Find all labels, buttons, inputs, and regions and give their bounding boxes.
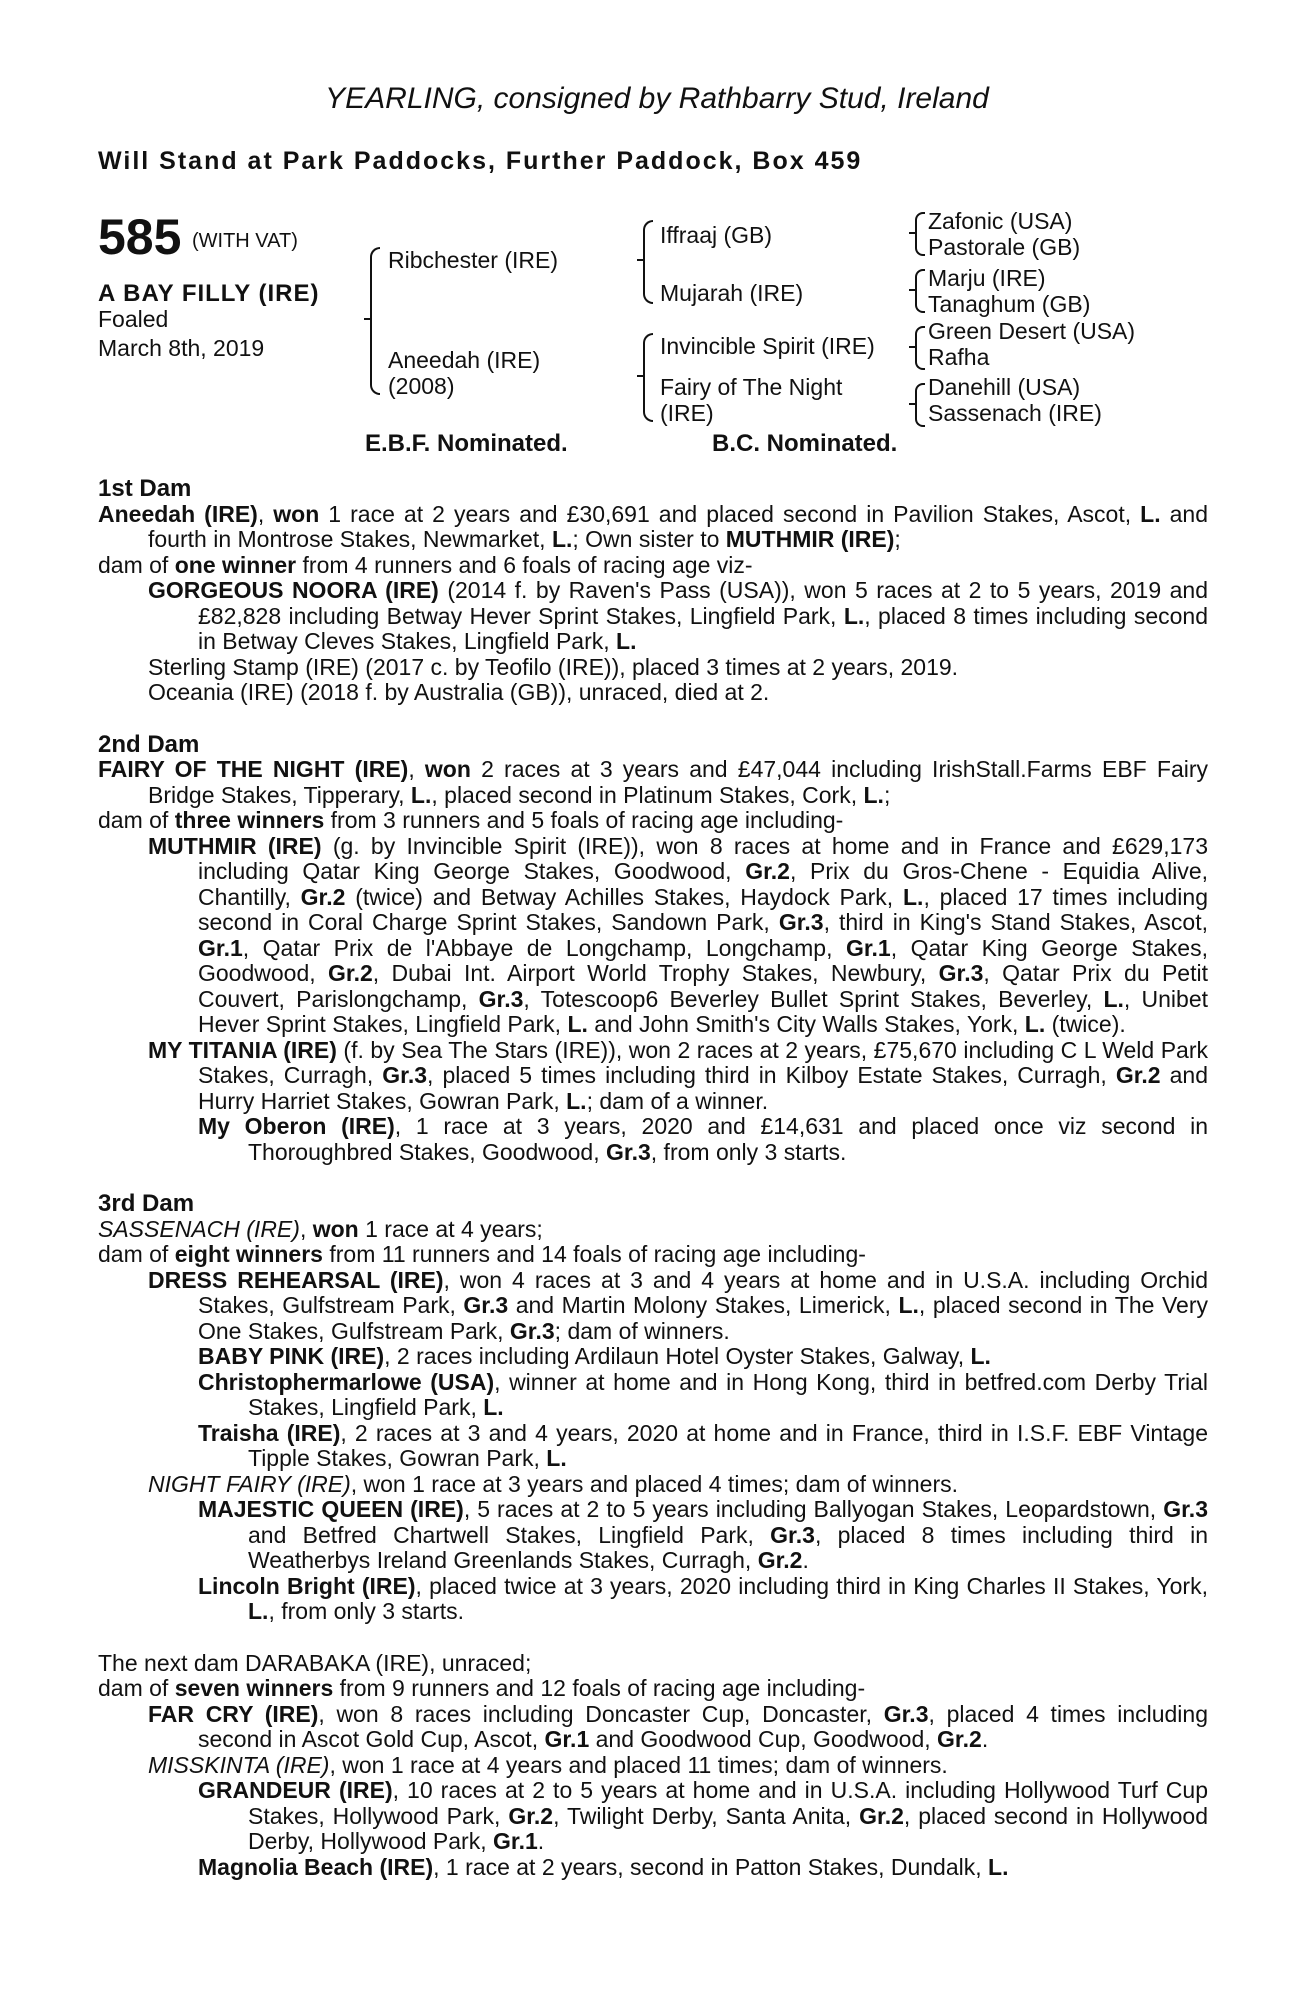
record-entry: FAR CRY (IRE), won 8 races including Doncaster Cup, Doncaster, Gr.3, placed 4 times including second in Ascot Gold Cup, Ascot, Gr.1 and Goodwood Cup, Goodwood, Gr.2. <box>148 1700 1208 1752</box>
horse-name: A BAY FILLY (IRE) <box>98 280 320 307</box>
record-entry: GRANDEUR (IRE), 10 races at 2 to 5 years at home and in U.S.A. including Hollywood Turf Cup Stakes, Hollywood Park, Gr.2, Twilight Derby, Santa Anita, Gr.2, placed second in Hollywood Derby, Hollywood Park, Gr.1. <box>198 1777 1208 1854</box>
brace-sire-mid <box>637 259 643 261</box>
brace-dam <box>643 333 653 422</box>
record-entry: dam of seven winners from 9 runners and 12 foals of racing age including- <box>98 1675 866 1701</box>
record-entry: dam of eight winners from 11 runners and 14 foals of racing age including- <box>98 1241 866 1267</box>
record-entry: SASSENACH (IRE), won 1 race at 4 years; <box>98 1215 543 1242</box>
dsd: Rafha <box>928 344 990 370</box>
dam: Aneedah (IRE) <box>388 347 541 373</box>
brace-ds <box>915 326 925 370</box>
brace-sd <box>915 269 925 313</box>
record-entry: MY TITANIA (IRE) (f. by Sea The Stars (IRE)), won 2 races at 2 years, £75,670 including C L Weld Park Stakes, Curragh, Gr.3, placed 5 times including third in Kilboy Estate Stakes, Curragh, Gr.2 and Hurry Harriet Stakes, Gowran Park, L.; dam of a winner. <box>148 1036 1209 1114</box>
record-entry: BABY PINK (IRE), 2 races including Ardilaun Hotel Oyster Stakes, Galway, L. <box>198 1343 991 1369</box>
consignment-title: YEARLING, consigned by Rathbarry Stud, Ireland <box>325 82 989 115</box>
record-entry: NIGHT FAIRY (IRE), won 1 race at 3 years and placed 4 times; dam of winners. <box>148 1470 959 1497</box>
bc-nominated: B.C. Nominated. <box>712 430 898 457</box>
brace-dd-mid <box>909 403 915 405</box>
brace-gen1 <box>370 247 380 395</box>
brace-gen1-mid <box>364 318 370 320</box>
sire: Ribchester (IRE) <box>388 247 558 273</box>
record-entry: MUTHMIR (IRE) (g. by Invincible Spirit (IRE)), won 8 races at home and in France and £629,173 including Qatar King George Stakes, Goodwood, Gr.2, Prix du Gros-Chene - Equidia Alive, Chantilly, Gr.2 (twice) and Betway Achilles Stakes, Haydock Park, L., placed 17 times including second in Coral Charge Sprint Stakes, Sandown Park, Gr.3, third in King's Stand Stakes, Ascot, Gr.1, Qatar Prix de l'Abbaye de Longchamp, Longchamp, Gr.1, Qatar King George Stakes, Goodwood, Gr.2, Dubai Int. Airport World Trophy Stakes, Newbury, Gr.3, Qatar Prix du Petit Couvert, Parislongchamp, Gr.3, Totescoop6 Beverley Bullet Sprint Stakes, Beverley, L., Unibet Hever Sprint Stakes, Lingfield Park, L. and John Smith's City Walls Stakes, York, L. (twice). <box>148 832 1209 1037</box>
sire-dam: Mujarah (IRE) <box>660 280 804 306</box>
record-entry: Christophermarlowe (USA), winner at home and in Hong Kong, third in betfred.com Derby Trial Stakes, Lingfield Park, L. <box>198 1368 1208 1420</box>
brace-sd-mid <box>909 289 915 291</box>
ebf-nominated: E.B.F. Nominated. <box>365 430 568 457</box>
record-entry: Lincoln Bright (IRE), placed twice at 3 years, 2020 including third in King Charles II Stakes, York, L., from only 3 starts. <box>198 1572 1208 1624</box>
foaled-date: March 8th, 2019 <box>98 335 265 361</box>
record-entry: MISSKINTA (IRE), won 1 race at 4 years and placed 11 times; dam of winners. <box>148 1751 948 1778</box>
record-entry: GORGEOUS NOORA (IRE) (2014 f. by Raven's Pass (USA)), won 5 races at 2 to 5 years, 2019 and £82,828 including Betway Hever Sprint Stakes, Lingfield Park, L., placed 8 times including second in Betway Cleves Stakes, Lingfield Park, L. <box>148 577 1208 654</box>
lot-number: 585 <box>98 209 182 265</box>
record-entry: Aneedah (IRE), won 1 race at 2 years and £30,691 and placed second in Pavilion Stakes, Ascot, L. and fourth in Montrose Stakes, Newmarket, L.; Own sister to MUTHMIR (IRE); <box>98 500 1209 552</box>
sdd: Tanaghum (GB) <box>928 291 1091 317</box>
dam-sire: Invincible Spirit (IRE) <box>660 333 875 359</box>
brace-ds-mid <box>909 346 915 348</box>
record-entry: Magnolia Beach (IRE), 1 race at 2 years, second in Patton Stakes, Dundalk, L. <box>198 1853 1009 1880</box>
ssd: Pastorale (GB) <box>928 234 1081 260</box>
record-entry: DRESS REHEARSAL (IRE), won 4 races at 3 and 4 years at home and in U.S.A. including Orchid Stakes, Gulfstream Park, Gr.3 and Martin Molony Stakes, Limerick, L., placed second in The Very One Stakes, Gulfstream Park, Gr.3; dam of winners. <box>148 1266 1208 1344</box>
section-2 <box>98 732 1208 1166</box>
section-1 <box>98 476 1208 706</box>
dam-year: (2008) <box>388 373 455 399</box>
record-entry: FAIRY OF THE NIGHT (IRE), won 2 races at 3 years and £47,044 including IrishStall.Farms EBF Fairy Bridge Stakes, Tipperary, L., placed second in Platinum Stakes, Cork, L.; <box>98 756 1208 808</box>
section-heading: 2nd Dam <box>98 730 200 758</box>
brace-dd <box>915 383 925 427</box>
section-3 <box>98 1191 1208 1625</box>
brace-ss <box>915 212 925 256</box>
brace-ss-mid <box>909 232 915 234</box>
sss: Zafonic (USA) <box>928 208 1073 234</box>
record-entry: MAJESTIC QUEEN (IRE), 5 races at 2 to 5 years including Ballyogan Stakes, Leopardstown, Gr.3 and Betfred Chartwell Stakes, Lingfield Park, Gr.3, placed 8 times including third in Weatherbys Ireland Greenlands Stakes, Curragh, Gr.2. <box>198 1496 1208 1573</box>
record-entry: Traisha (IRE), 2 races at 3 and 4 years, 2020 at home and in France, third in I.S.F. EBF Vintage Tipple Stakes, Gowran Park, L. <box>198 1419 1208 1471</box>
record-entry: Oceania (IRE) (2018 f. by Australia (GB)), unraced, died at 2. <box>148 679 770 705</box>
dam-dam-line1: Fairy of The Night <box>660 374 843 400</box>
record-entry: Sterling Stamp (IRE) (2017 c. by Teofilo (IRE)), placed 3 times at 2 years, 2019. <box>148 653 959 680</box>
section-heading: 3rd Dam <box>98 1190 195 1217</box>
ddd: Sassenach (IRE) <box>928 400 1102 426</box>
sds: Marju (IRE) <box>928 265 1046 291</box>
produce-record <box>98 476 1208 1880</box>
brace-sire <box>643 220 653 304</box>
record-entry: dam of one winner from 4 runners and 6 foals of racing age viz- <box>98 551 753 578</box>
dds: Danehill (USA) <box>928 374 1081 400</box>
brace-dam-mid <box>637 375 643 377</box>
record-entry: My Oberon (IRE), 1 race at 3 years, 2020 and £14,631 and placed once viz second in Thoroughbred Stakes, Goodwood, Gr.3, from only 3 starts. <box>198 1113 1209 1165</box>
vat-label: (WITH VAT) <box>192 230 298 252</box>
dss: Green Desert (USA) <box>928 318 1136 344</box>
foaled-label: Foaled <box>98 306 169 332</box>
section-4 <box>98 1651 1208 1881</box>
sire-sire: Iffraaj (GB) <box>660 222 773 248</box>
dam-dam-line2: (IRE) <box>660 400 714 426</box>
section-heading: 1st Dam <box>98 475 192 502</box>
record-entry: The next dam DARABAKA (IRE), unraced; <box>98 1649 532 1676</box>
record-entry: dam of three winners from 3 runners and 5 foals of racing age including- <box>98 807 844 833</box>
foaled-info <box>98 305 264 363</box>
location-line: Will Stand at Park Paddocks, Further Paddock, Box 459 <box>98 147 863 175</box>
